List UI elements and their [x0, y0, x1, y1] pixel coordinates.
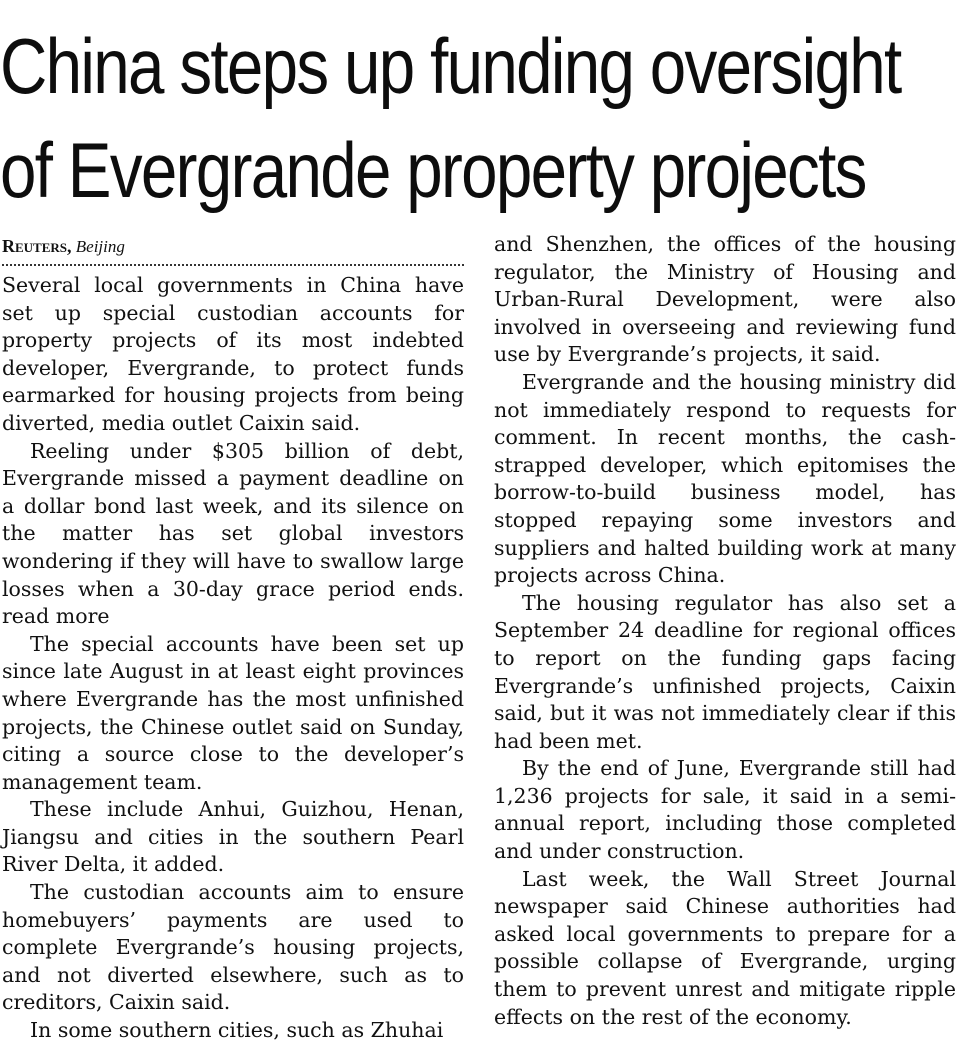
- paragraph: The custodian accounts aim to ensure homebuyers’ payments are used to complete Evergrande’s housing projects, and not diverted elsewhere, such as to creditors, Caixin said.: [2, 880, 464, 1015]
- paragraph: Reeling under $305 billion of debt, Evergrande missed a payment deadline on a dollar bond last week, and its silence on the matter has set global investors wondering if they will have to swallow large losses when a 30-day grace period ends. read more: [2, 438, 464, 629]
- paragraph: Evergrande and the housing ministry did not immediately respond to requests for comment. In recent months, the cash-strapped developer, which epitomises the borrow-to-build business model, has stopped repaying some investors and suppliers and halted building work at many projects across China.: [494, 369, 956, 588]
- paragraph: and Shenzhen, the offices of the housing regulator, the Ministry of Housing and Urban-Rural Development, were also involved in overseeing and reviewing fund use by Evergrande’s projects, it said.: [494, 232, 956, 367]
- headline-line-1: China steps up funding oversight: [0, 22, 901, 110]
- paragraph: Several local governments in China have set up special custodian accounts for property projects of its most indebted developer, Evergrande, to protect funds earmarked for housing projects from being diverted, media outlet Caixin said.: [2, 273, 464, 435]
- paragraph: In some southern cities, such as Zhuhai: [30, 1018, 444, 1043]
- headline-line-2: of Evergrande property projects: [0, 126, 866, 214]
- paragraph: These include Anhui, Guizhou, Henan, Jiangsu and cities in the southern Pearl River Delta, it added.: [2, 797, 464, 877]
- paragraph: By the end of June, Evergrande still had 1,236 projects for sale, it said in a semi-annual report, including those completed and under construction.: [494, 756, 956, 864]
- column-left: [2, 233, 464, 1045]
- byline: [2, 233, 464, 266]
- headline: [0, 14, 901, 222]
- column-right: [494, 231, 956, 1031]
- byline-city: Beijing: [75, 237, 125, 256]
- paragraph: The special accounts have been set up since late August in at least eight provinces where Evergrande has the most unfinished projects, the Chinese outlet said on Sunday, citing a source close to the developer’s management team.: [2, 631, 464, 794]
- paragraph: The housing regulator has also set a September 24 deadline for regional offices to report on the funding gaps facing Evergrande’s unfinished projects, Caixin said, but it was not immediately clear if this had been met.: [494, 590, 956, 753]
- paragraph: Last week, the Wall Street Journal newspaper said Chinese authorities had asked local governments to prepare for a possible collapse of Evergrande, urging them to prevent unrest and mitigate ripple effects on the rest of the economy.: [494, 866, 956, 1029]
- byline-agency: Reuters,: [2, 236, 72, 256]
